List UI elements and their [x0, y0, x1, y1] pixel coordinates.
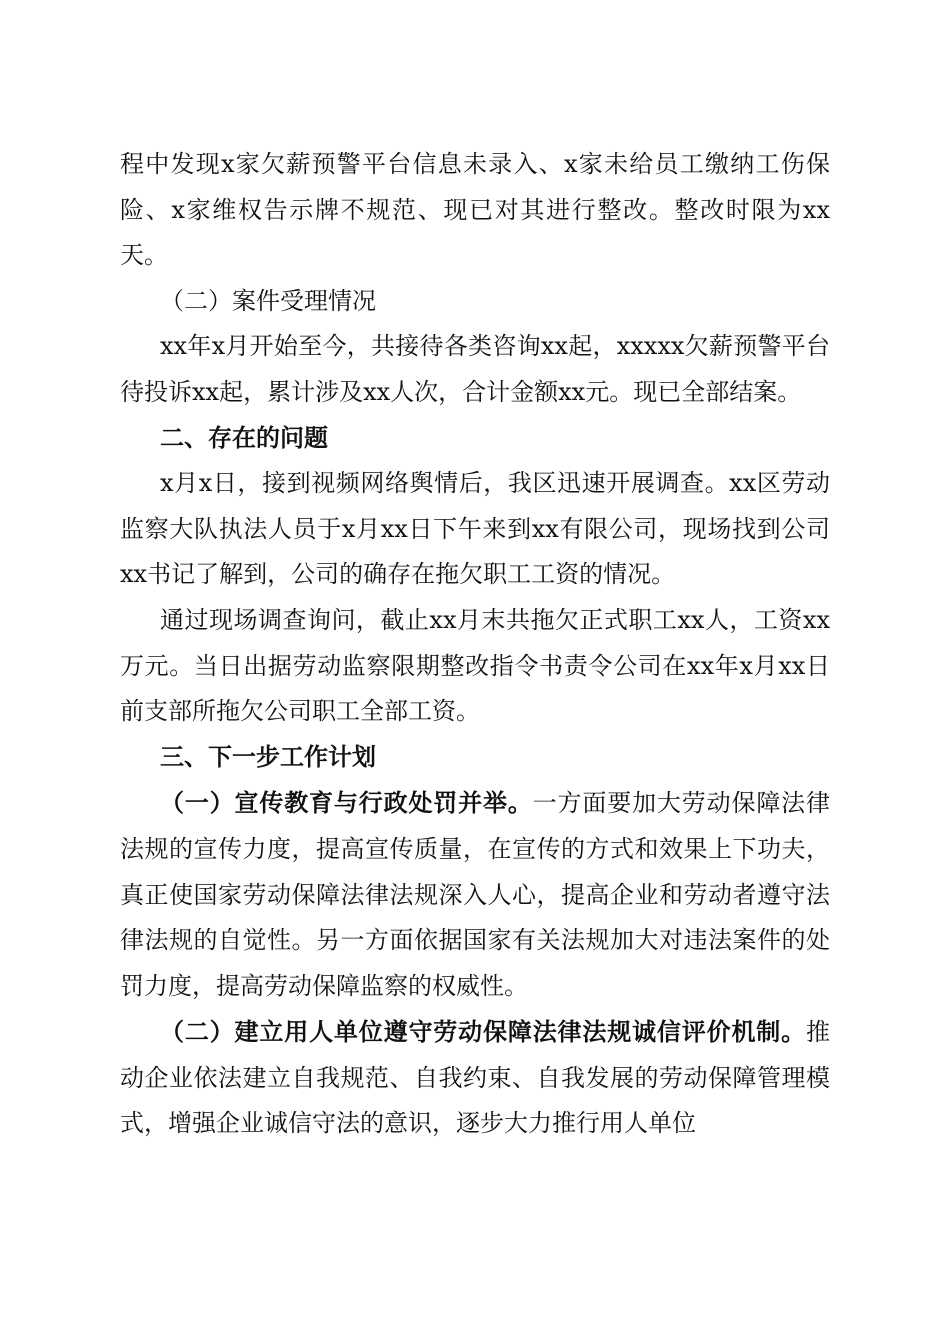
- document-body: [120, 142, 830, 1147]
- plan-two-lead: （二）建立用人单位遵守劳动保障法律法规诚信评价机制。: [160, 1017, 806, 1047]
- paragraph-investigation: x月x日，接到视频网络舆情后，我区迅速开展调查。xx区劳动监察大队执法人员于x月xx日下午来到xx有限公司，现场找到公司xx书记了解到，公司的确存在拖欠职工工资的情况。: [120, 469, 830, 589]
- plan-one-body: 一方面要加大劳动保障法律法规的宣传力度，提高宣传质量，在宣传的方式和效果上下功夫，真正使国家劳动保障法律法规深入人心，提高企业和劳动者遵守法律法规的自觉性。另一方面依据国家有关法规加大对违法案件的处罚力度，提高劳动保障监察的权威性。: [120, 789, 831, 1000]
- paragraph-continuation: 程中发现x家欠薪预警平台信息未录入、x家未给员工缴纳工伤保险、x家维权告示牌不规范、现已对其进行整改。整改时限为xx天。: [120, 150, 830, 270]
- paragraph-plan-one: [120, 780, 830, 1009]
- paragraph-plan-two: [120, 1009, 830, 1147]
- subheading-case-acceptance: （二）案件受理情况: [160, 286, 376, 315]
- paragraph-case-summary: xx年x月开始至今，共接待各类咨询xx起，xxxxx欠薪预警平台待投诉xx起，累计涉及xx人次，合计金额xx元。现已全部结案。: [120, 332, 830, 406]
- heading-next-steps: 三、下一步工作计划: [160, 742, 376, 771]
- heading-existing-problems: 二、存在的问题: [160, 423, 328, 452]
- plan-two-body: 推动企业依法建立自我规范、自我约束、自我发展的劳动保障管理模式，增强企业诚信守法的意识，逐步大力推行用人单位: [120, 1018, 830, 1138]
- paragraph-onsite-inquiry: 通过现场调查询问，截止xx月末共拖欠正式职工xx人，工资xx万元。当日出据劳动监察限期整改指令书责令公司在xx年x月xx日前支部所拖欠公司职工全部工资。: [120, 605, 830, 726]
- plan-one-lead: （一）宣传教育与行政处罚并举。: [160, 788, 533, 818]
